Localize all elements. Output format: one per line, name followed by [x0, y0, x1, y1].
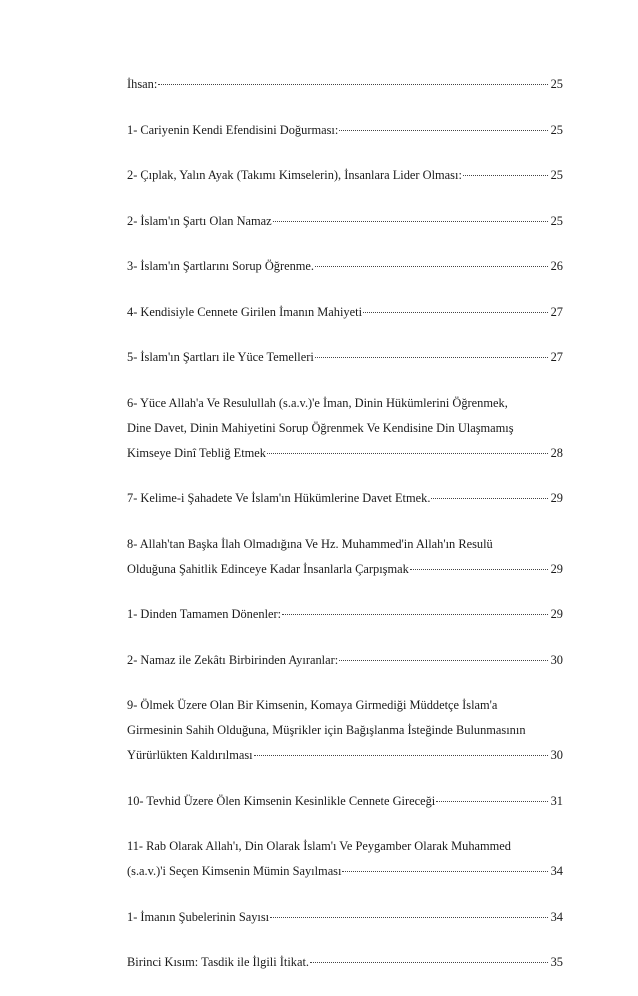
toc-entry-text: 9- Ölmek Üzere Olan Bir Kimsenin, Komaya Girmediği Müddetçe İslam'a	[127, 698, 498, 712]
toc-entry-text: 5- İslam'ın Şartları ile Yüce Temelleri	[127, 350, 314, 364]
toc-entry-line	[127, 557, 563, 582]
toc-entry-line	[127, 834, 563, 859]
toc-entry-line	[127, 416, 563, 441]
toc-entry-text: İhsan:	[127, 77, 158, 91]
toc-entry-line	[127, 254, 563, 279]
toc-entry-line	[127, 72, 563, 97]
toc-entry-line	[127, 209, 563, 234]
toc-entry-text: 10- Tevhid Üzere Ölen Kimsenin Kesinlikle Cennete Gireceği	[127, 793, 436, 808]
toc-entry-line	[127, 718, 563, 743]
toc-entry[interactable]	[127, 345, 563, 370]
toc-entry-line	[127, 118, 563, 143]
dot-leader	[463, 175, 548, 176]
toc-page-number: 27	[550, 350, 563, 364]
dot-leader	[282, 614, 548, 615]
toc-entry[interactable]	[127, 834, 563, 884]
toc-page-number: 35	[550, 955, 563, 969]
toc-entry-text: Yürürlükten Kaldırılması	[127, 748, 253, 762]
toc-page-number: 25	[550, 213, 563, 228]
toc-page-number: 29	[550, 607, 563, 621]
toc-entry[interactable]	[127, 648, 563, 673]
toc-entry[interactable]	[127, 209, 563, 234]
toc-entry[interactable]	[127, 118, 563, 143]
toc-page-number: 25	[550, 77, 563, 91]
toc-entry[interactable]	[127, 163, 563, 188]
toc-page-number: 28	[550, 445, 563, 460]
dot-leader	[270, 917, 547, 918]
toc-entry-line	[127, 905, 563, 930]
toc-entry[interactable]	[127, 532, 563, 582]
dot-leader	[410, 569, 548, 570]
toc-page-number: 29	[550, 491, 563, 505]
toc-entry-text: Olduğuna Şahitlik Edinceye Kadar İnsanlarla Çarpışmak	[127, 561, 409, 576]
toc-entry-text: 2- Namaz ile Zekâtı Birbirinden Ayıranlar:	[127, 652, 339, 667]
toc-page-number: 25	[550, 168, 563, 182]
toc-entry-text: 2- İslam'ın Şartı Olan Namaz	[127, 213, 272, 228]
toc-entry-line	[127, 441, 563, 466]
toc-entry[interactable]	[127, 486, 563, 511]
toc-entry-line	[127, 486, 563, 511]
toc-entry-line	[127, 532, 563, 557]
toc-entry-line	[127, 300, 563, 325]
toc-entry-line	[127, 391, 563, 416]
dot-leader	[315, 266, 548, 267]
toc-entry-text: 1- İmanın Şubelerinin Sayısı	[127, 909, 270, 924]
toc-entry[interactable]	[127, 391, 563, 466]
toc-entry-text: 1- Cariyenin Kendi Efendisini Doğurması:	[127, 122, 339, 137]
toc-page-number: 26	[550, 259, 563, 273]
toc-entry[interactable]	[127, 693, 563, 768]
dot-leader	[339, 130, 547, 131]
dot-leader	[310, 962, 548, 963]
toc-page-number: 27	[550, 304, 563, 319]
toc-entry-text: Dine Davet, Dinin Mahiyetini Sorup Öğrenmek Ve Kendisine Din Ulaşmamış	[127, 420, 514, 435]
toc-entry-line	[127, 859, 563, 884]
dot-leader	[436, 801, 547, 802]
toc-entry-line	[127, 743, 563, 768]
toc-entry-text: (s.a.v.)'i Seçen Kimsenin Mümin Sayılması	[127, 864, 342, 878]
toc-entry-text: Girmesinin Sahih Olduğuna, Müşrikler için Bağışlanma İsteğinde Bulunmasının	[127, 723, 526, 737]
toc-entry[interactable]	[127, 950, 563, 975]
toc-entry-text: 8- Allah'tan Başka İlah Olmadığına Ve Hz. Muhammed'in Allah'ın Resulü	[127, 536, 493, 551]
toc-entry[interactable]	[127, 789, 563, 814]
dot-leader	[273, 221, 548, 222]
toc-entry[interactable]	[127, 300, 563, 325]
toc-page-number: 29	[550, 561, 563, 576]
toc-entry-line	[127, 789, 563, 814]
dot-leader	[267, 453, 548, 454]
dot-leader	[431, 498, 547, 499]
toc-page-number: 25	[550, 122, 563, 137]
toc-entry[interactable]	[127, 254, 563, 279]
toc-entry-text: 6- Yüce Allah'a Ve Resulullah (s.a.v.)'e İman, Dinin Hükümlerini Öğrenmek,	[127, 395, 508, 410]
toc-entry-line	[127, 345, 563, 370]
toc-entry-line	[127, 602, 563, 627]
dot-leader	[339, 660, 547, 661]
toc-entry-line	[127, 693, 563, 718]
toc-entry-text: 7- Kelime-i Şahadete Ve İslam'ın Hükümlerine Davet Etmek.	[127, 491, 431, 505]
toc-entry-line	[127, 163, 563, 188]
dot-leader	[363, 312, 548, 313]
toc-entry[interactable]	[127, 72, 563, 97]
toc-entry[interactable]	[127, 602, 563, 627]
table-of-contents	[127, 72, 563, 996]
toc-page-number: 34	[550, 909, 563, 924]
toc-page-number: 31	[550, 793, 563, 808]
toc-entry-text: 1- Dinden Tamamen Dönenler:	[127, 607, 282, 621]
toc-page-number: 30	[550, 652, 563, 667]
toc-entry-text: 4- Kendisiyle Cennete Girilen İmanın Mahiyeti	[127, 304, 363, 319]
toc-entry-line	[127, 950, 563, 975]
toc-page-number: 34	[550, 864, 563, 878]
toc-entry-text: Birinci Kısım: Tasdik ile İlgili İtikat.	[127, 955, 309, 969]
toc-entry-text: 11- Rab Olarak Allah'ı, Din Olarak İslam'ı Ve Peygamber Olarak Muhammed	[127, 839, 511, 853]
dot-leader	[342, 871, 547, 872]
toc-entry-line	[127, 648, 563, 673]
toc-entry-text: Kimseye Dinî Tebliğ Etmek	[127, 445, 266, 460]
toc-entry[interactable]	[127, 905, 563, 930]
toc-entry-text: 2- Çıplak, Yalın Ayak (Takımı Kimselerin), İnsanlara Lider Olması:	[127, 168, 462, 182]
dot-leader	[315, 357, 548, 358]
toc-entry-text: 3- İslam'ın Şartlarını Sorup Öğrenme.	[127, 259, 315, 273]
dot-leader	[254, 755, 548, 756]
dot-leader	[158, 84, 547, 85]
toc-page-number: 30	[550, 748, 563, 762]
